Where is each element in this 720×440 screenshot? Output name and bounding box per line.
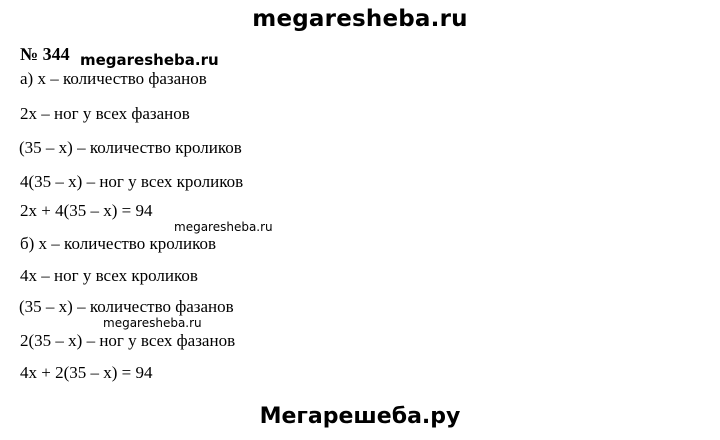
solution-line-9: 2(35 – х) – ног у всех фазанов: [20, 331, 236, 350]
solution-line-3: (35 – х) – количество кроликов: [19, 138, 242, 157]
footer-brand: Мегарешеба.ру: [259, 404, 461, 429]
solution-line-7: 4х – ног у всех кроликов: [20, 266, 198, 285]
watermark-lower: megaresheba.ru: [103, 316, 202, 330]
solution-line-6: б) х – количество кроликов: [20, 234, 217, 253]
site-header-title: megaresheba.ru: [252, 6, 468, 32]
problem-number: № 344: [20, 44, 70, 64]
watermark-middle: megaresheba.ru: [174, 220, 273, 234]
solution-line-8: (35 – х) – количество фазанов: [19, 297, 234, 316]
solution-line-5: 2х + 4(35 – х) = 94: [20, 201, 153, 220]
solution-line-1: а) х – количество фазанов: [20, 69, 207, 88]
solution-line-4: 4(35 – х) – ног у всех кроликов: [20, 172, 244, 191]
watermark-inline: megaresheba.ru: [80, 51, 219, 69]
solution-line-2: 2х – ног у всех фазанов: [20, 104, 190, 123]
solution-line-10: 4х + 2(35 – х) = 94: [20, 363, 153, 382]
